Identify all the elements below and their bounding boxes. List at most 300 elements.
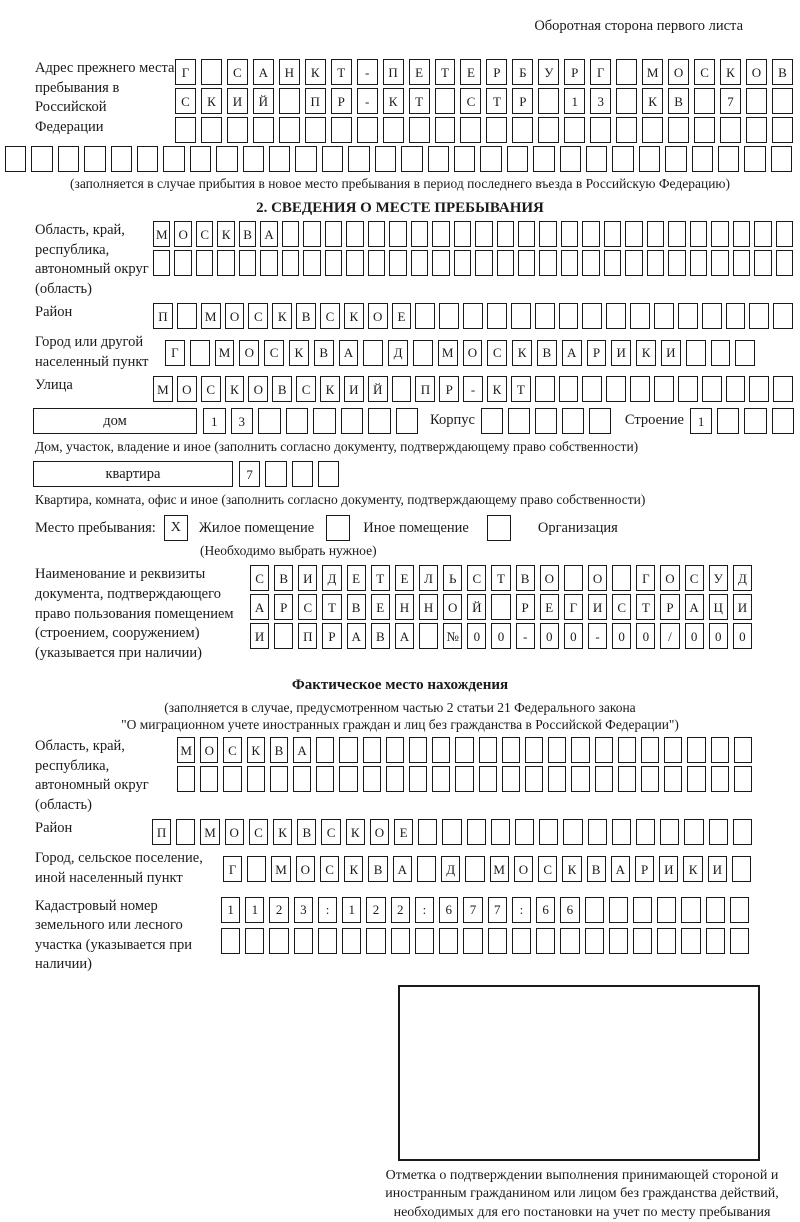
- char-box[interactable]: [571, 766, 589, 792]
- char-box[interactable]: К: [225, 376, 245, 402]
- char-box[interactable]: [253, 117, 274, 143]
- char-box[interactable]: [454, 146, 475, 172]
- char-box[interactable]: [548, 766, 566, 792]
- char-box[interactable]: [654, 303, 674, 329]
- char-box[interactable]: И: [659, 856, 678, 882]
- char-box[interactable]: [346, 221, 363, 247]
- char-box[interactable]: Р: [486, 59, 507, 85]
- char-box[interactable]: [711, 221, 728, 247]
- char-box[interactable]: [497, 221, 514, 247]
- char-box[interactable]: Г: [636, 565, 655, 591]
- char-box[interactable]: [665, 146, 686, 172]
- char-box[interactable]: [265, 461, 286, 487]
- char-box[interactable]: [217, 250, 234, 276]
- char-box[interactable]: И: [708, 856, 727, 882]
- char-box[interactable]: К: [289, 340, 309, 366]
- char-box[interactable]: [709, 819, 728, 845]
- char-box[interactable]: [604, 250, 621, 276]
- char-box[interactable]: 6: [439, 897, 458, 923]
- char-box[interactable]: [465, 856, 484, 882]
- char-box[interactable]: [409, 766, 427, 792]
- char-box[interactable]: К: [273, 819, 292, 845]
- char-box[interactable]: Л: [419, 565, 438, 591]
- char-box[interactable]: Т: [491, 565, 510, 591]
- checkbox-other-premises[interactable]: [326, 515, 350, 541]
- char-box[interactable]: [604, 221, 621, 247]
- char-box[interactable]: [525, 737, 543, 763]
- char-box[interactable]: С: [685, 565, 704, 591]
- char-box[interactable]: В: [371, 623, 390, 649]
- char-box[interactable]: В: [297, 819, 316, 845]
- char-box[interactable]: 2: [391, 897, 410, 923]
- char-box[interactable]: [772, 117, 793, 143]
- char-box[interactable]: [559, 303, 579, 329]
- char-box[interactable]: [647, 250, 664, 276]
- char-box[interactable]: И: [227, 88, 248, 114]
- char-box[interactable]: [533, 146, 554, 172]
- char-box[interactable]: 2: [269, 897, 288, 923]
- char-box[interactable]: В: [270, 737, 288, 763]
- char-box[interactable]: Г: [165, 340, 185, 366]
- char-box[interactable]: [295, 146, 316, 172]
- char-box[interactable]: [432, 766, 450, 792]
- char-box[interactable]: Д: [322, 565, 341, 591]
- char-box[interactable]: О: [248, 376, 268, 402]
- char-box[interactable]: [292, 461, 313, 487]
- char-box[interactable]: [342, 928, 361, 954]
- char-box[interactable]: А: [562, 340, 582, 366]
- char-box[interactable]: 7: [488, 897, 507, 923]
- char-box[interactable]: А: [611, 856, 630, 882]
- char-box[interactable]: В: [668, 88, 689, 114]
- char-box[interactable]: [560, 146, 581, 172]
- char-box[interactable]: [539, 250, 556, 276]
- char-box[interactable]: -: [463, 376, 483, 402]
- char-box[interactable]: [190, 146, 211, 172]
- char-box[interactable]: Ц: [709, 594, 728, 620]
- char-box[interactable]: Т: [409, 88, 430, 114]
- char-box[interactable]: Т: [435, 59, 456, 85]
- char-box[interactable]: [491, 819, 510, 845]
- char-box[interactable]: С: [175, 88, 196, 114]
- char-box[interactable]: [563, 819, 582, 845]
- char-box[interactable]: [491, 594, 510, 620]
- char-box[interactable]: [435, 88, 456, 114]
- char-box[interactable]: [641, 737, 659, 763]
- char-box[interactable]: В: [274, 565, 293, 591]
- char-box[interactable]: [773, 303, 793, 329]
- char-box[interactable]: А: [260, 221, 277, 247]
- char-box[interactable]: [746, 88, 767, 114]
- char-box[interactable]: [432, 221, 449, 247]
- char-box[interactable]: [639, 146, 660, 172]
- char-box[interactable]: У: [538, 59, 559, 85]
- char-box[interactable]: [687, 737, 705, 763]
- char-box[interactable]: [488, 928, 507, 954]
- char-box[interactable]: К: [344, 856, 363, 882]
- checkbox-organization[interactable]: [487, 515, 511, 541]
- char-box[interactable]: О: [463, 340, 483, 366]
- char-box[interactable]: Р: [516, 594, 535, 620]
- char-box[interactable]: В: [347, 594, 366, 620]
- char-box[interactable]: К: [383, 88, 404, 114]
- char-box[interactable]: О: [660, 565, 679, 591]
- char-box[interactable]: [726, 376, 746, 402]
- char-box[interactable]: [487, 303, 507, 329]
- char-box[interactable]: -: [588, 623, 607, 649]
- char-box[interactable]: [417, 856, 436, 882]
- char-box[interactable]: С: [196, 221, 213, 247]
- char-box[interactable]: [585, 928, 604, 954]
- char-box[interactable]: [711, 250, 728, 276]
- char-box[interactable]: [442, 819, 461, 845]
- char-box[interactable]: 0: [685, 623, 704, 649]
- char-box[interactable]: [366, 928, 385, 954]
- char-box[interactable]: Р: [587, 340, 607, 366]
- char-box[interactable]: М: [177, 737, 195, 763]
- char-box[interactable]: [678, 376, 698, 402]
- char-box[interactable]: 1: [564, 88, 585, 114]
- char-box[interactable]: [475, 250, 492, 276]
- char-box[interactable]: О: [225, 303, 245, 329]
- char-box[interactable]: Й: [253, 88, 274, 114]
- char-box[interactable]: [641, 766, 659, 792]
- char-box[interactable]: [642, 117, 663, 143]
- char-box[interactable]: О: [746, 59, 767, 85]
- char-box[interactable]: О: [177, 376, 197, 402]
- char-box[interactable]: 0: [709, 623, 728, 649]
- char-box[interactable]: [502, 766, 520, 792]
- char-box[interactable]: [363, 340, 383, 366]
- char-box[interactable]: В: [587, 856, 606, 882]
- char-box[interactable]: С: [467, 565, 486, 591]
- char-box[interactable]: К: [201, 88, 222, 114]
- char-box[interactable]: А: [685, 594, 704, 620]
- char-box[interactable]: 2: [366, 897, 385, 923]
- char-box[interactable]: [153, 250, 170, 276]
- char-box[interactable]: [475, 221, 492, 247]
- char-box[interactable]: [432, 250, 449, 276]
- char-box[interactable]: [595, 766, 613, 792]
- char-box[interactable]: А: [339, 340, 359, 366]
- char-box[interactable]: [325, 250, 342, 276]
- char-box[interactable]: [734, 737, 752, 763]
- char-box[interactable]: [391, 928, 410, 954]
- char-box[interactable]: [706, 897, 725, 923]
- char-box[interactable]: [463, 303, 483, 329]
- char-box[interactable]: [318, 461, 339, 487]
- char-box[interactable]: [322, 146, 343, 172]
- char-box[interactable]: [175, 117, 196, 143]
- char-box[interactable]: С: [296, 376, 316, 402]
- char-box[interactable]: Е: [371, 594, 390, 620]
- char-box[interactable]: В: [239, 221, 256, 247]
- char-box[interactable]: [694, 88, 715, 114]
- char-box[interactable]: 0: [612, 623, 631, 649]
- char-box[interactable]: М: [438, 340, 458, 366]
- char-box[interactable]: О: [370, 819, 389, 845]
- char-box[interactable]: [754, 250, 771, 276]
- char-box[interactable]: [363, 737, 381, 763]
- char-box[interactable]: [223, 766, 241, 792]
- char-box[interactable]: [293, 766, 311, 792]
- char-box[interactable]: Й: [368, 376, 388, 402]
- char-box[interactable]: К: [247, 737, 265, 763]
- char-box[interactable]: О: [540, 565, 559, 591]
- char-box[interactable]: [316, 737, 334, 763]
- char-box[interactable]: [746, 117, 767, 143]
- char-box[interactable]: [286, 408, 309, 434]
- char-box[interactable]: Г: [223, 856, 242, 882]
- char-box[interactable]: [562, 408, 584, 434]
- char-box[interactable]: [216, 146, 237, 172]
- char-box[interactable]: [454, 221, 471, 247]
- char-box[interactable]: С: [320, 856, 339, 882]
- char-box[interactable]: [730, 897, 749, 923]
- char-box[interactable]: К: [487, 376, 507, 402]
- char-box[interactable]: [690, 221, 707, 247]
- char-box[interactable]: [512, 117, 533, 143]
- char-box[interactable]: М: [201, 303, 221, 329]
- char-box[interactable]: М: [490, 856, 509, 882]
- char-box[interactable]: :: [512, 897, 531, 923]
- char-box[interactable]: И: [661, 340, 681, 366]
- char-box[interactable]: 0: [540, 623, 559, 649]
- char-box[interactable]: [386, 737, 404, 763]
- char-box[interactable]: П: [415, 376, 435, 402]
- char-box[interactable]: -: [357, 59, 378, 85]
- char-box[interactable]: [654, 376, 674, 402]
- char-box[interactable]: [518, 221, 535, 247]
- char-box[interactable]: [561, 221, 578, 247]
- char-box[interactable]: О: [239, 340, 259, 366]
- char-box[interactable]: [318, 928, 337, 954]
- char-box[interactable]: С: [201, 376, 221, 402]
- char-box[interactable]: [348, 146, 369, 172]
- char-box[interactable]: Д: [733, 565, 752, 591]
- char-box[interactable]: [392, 376, 412, 402]
- char-box[interactable]: И: [344, 376, 364, 402]
- char-box[interactable]: А: [250, 594, 269, 620]
- char-box[interactable]: [389, 250, 406, 276]
- char-box[interactable]: К: [217, 221, 234, 247]
- char-box[interactable]: [270, 766, 288, 792]
- char-box[interactable]: [618, 766, 636, 792]
- char-box[interactable]: К: [346, 819, 365, 845]
- char-box[interactable]: Р: [512, 88, 533, 114]
- char-box[interactable]: [726, 303, 746, 329]
- char-box[interactable]: О: [588, 565, 607, 591]
- char-box[interactable]: [535, 408, 557, 434]
- char-box[interactable]: [595, 737, 613, 763]
- char-box[interactable]: 7: [463, 897, 482, 923]
- char-box[interactable]: [692, 146, 713, 172]
- char-box[interactable]: [749, 303, 769, 329]
- char-box[interactable]: [409, 737, 427, 763]
- char-box[interactable]: 1: [203, 408, 226, 434]
- char-box[interactable]: [720, 117, 741, 143]
- char-box[interactable]: [479, 737, 497, 763]
- char-box[interactable]: [201, 59, 222, 85]
- char-box[interactable]: М: [153, 376, 173, 402]
- char-box[interactable]: [539, 819, 558, 845]
- char-box[interactable]: 7: [720, 88, 741, 114]
- char-box[interactable]: [668, 250, 685, 276]
- char-box[interactable]: А: [393, 856, 412, 882]
- char-box[interactable]: [694, 117, 715, 143]
- char-box[interactable]: [508, 408, 530, 434]
- char-box[interactable]: П: [298, 623, 317, 649]
- char-box[interactable]: [625, 221, 642, 247]
- char-box[interactable]: Н: [419, 594, 438, 620]
- char-box[interactable]: [559, 376, 579, 402]
- char-box[interactable]: П: [153, 303, 173, 329]
- char-box[interactable]: [368, 408, 391, 434]
- char-box[interactable]: С: [264, 340, 284, 366]
- char-box[interactable]: 3: [590, 88, 611, 114]
- char-box[interactable]: [571, 737, 589, 763]
- char-box[interactable]: [657, 928, 676, 954]
- char-box[interactable]: [454, 250, 471, 276]
- char-box[interactable]: [633, 928, 652, 954]
- char-box[interactable]: [684, 819, 703, 845]
- char-box[interactable]: [582, 303, 602, 329]
- char-box[interactable]: К: [683, 856, 702, 882]
- char-box[interactable]: [396, 408, 419, 434]
- char-box[interactable]: Р: [331, 88, 352, 114]
- char-box[interactable]: [734, 766, 752, 792]
- char-box[interactable]: [686, 340, 706, 366]
- char-box[interactable]: [341, 408, 364, 434]
- char-box[interactable]: [467, 819, 486, 845]
- char-box[interactable]: С: [612, 594, 631, 620]
- char-box[interactable]: Е: [540, 594, 559, 620]
- char-box[interactable]: [368, 221, 385, 247]
- char-box[interactable]: [439, 303, 459, 329]
- char-box[interactable]: [190, 340, 210, 366]
- char-box[interactable]: [668, 221, 685, 247]
- char-box[interactable]: О: [443, 594, 462, 620]
- char-box[interactable]: [260, 250, 277, 276]
- char-box[interactable]: [411, 221, 428, 247]
- char-box[interactable]: 1: [221, 897, 240, 923]
- char-box[interactable]: Д: [388, 340, 408, 366]
- char-box[interactable]: [111, 146, 132, 172]
- char-box[interactable]: [776, 250, 793, 276]
- char-box[interactable]: [5, 146, 26, 172]
- char-box[interactable]: [481, 408, 503, 434]
- char-box[interactable]: [612, 819, 631, 845]
- char-box[interactable]: [612, 146, 633, 172]
- char-box[interactable]: [363, 766, 381, 792]
- char-box[interactable]: [609, 897, 628, 923]
- char-box[interactable]: Т: [511, 376, 531, 402]
- char-box[interactable]: [512, 928, 531, 954]
- char-box[interactable]: О: [200, 737, 218, 763]
- char-box[interactable]: [176, 819, 195, 845]
- char-box[interactable]: [200, 766, 218, 792]
- char-box[interactable]: А: [347, 623, 366, 649]
- char-box[interactable]: /: [660, 623, 679, 649]
- char-box[interactable]: П: [305, 88, 326, 114]
- char-box[interactable]: [681, 928, 700, 954]
- char-box[interactable]: К: [272, 303, 292, 329]
- char-box[interactable]: М: [200, 819, 219, 845]
- char-box[interactable]: [411, 250, 428, 276]
- char-box[interactable]: [771, 146, 792, 172]
- char-box[interactable]: 3: [231, 408, 254, 434]
- char-box[interactable]: Р: [322, 623, 341, 649]
- char-box[interactable]: [463, 928, 482, 954]
- char-box[interactable]: [582, 376, 602, 402]
- char-box[interactable]: [196, 250, 213, 276]
- char-box[interactable]: О: [368, 303, 388, 329]
- char-box[interactable]: Т: [486, 88, 507, 114]
- char-box[interactable]: [590, 117, 611, 143]
- char-box[interactable]: М: [215, 340, 235, 366]
- char-box[interactable]: 0: [636, 623, 655, 649]
- char-box[interactable]: [415, 303, 435, 329]
- char-box[interactable]: С: [694, 59, 715, 85]
- char-box[interactable]: В: [772, 59, 793, 85]
- char-box[interactable]: О: [225, 819, 244, 845]
- char-box[interactable]: [664, 737, 682, 763]
- char-box[interactable]: -: [357, 88, 378, 114]
- char-box[interactable]: [711, 737, 729, 763]
- char-box[interactable]: [243, 146, 264, 172]
- char-box[interactable]: [305, 117, 326, 143]
- char-box[interactable]: [480, 146, 501, 172]
- char-box[interactable]: М: [271, 856, 290, 882]
- char-box[interactable]: [346, 250, 363, 276]
- char-box[interactable]: [375, 146, 396, 172]
- char-box[interactable]: [702, 376, 722, 402]
- char-box[interactable]: [479, 766, 497, 792]
- char-box[interactable]: [588, 819, 607, 845]
- char-box[interactable]: 0: [564, 623, 583, 649]
- char-box[interactable]: [84, 146, 105, 172]
- char-box[interactable]: О: [668, 59, 689, 85]
- char-box[interactable]: К: [320, 376, 340, 402]
- char-box[interactable]: [582, 221, 599, 247]
- char-box[interactable]: [538, 117, 559, 143]
- char-box[interactable]: [435, 117, 456, 143]
- char-box[interactable]: 7: [239, 461, 260, 487]
- char-box[interactable]: Т: [636, 594, 655, 620]
- char-box[interactable]: 0: [733, 623, 752, 649]
- char-box[interactable]: И: [298, 565, 317, 591]
- char-box[interactable]: Б: [512, 59, 533, 85]
- char-box[interactable]: [772, 408, 794, 434]
- char-box[interactable]: Е: [409, 59, 430, 85]
- char-box[interactable]: [383, 117, 404, 143]
- char-box[interactable]: :: [318, 897, 337, 923]
- char-box[interactable]: [690, 250, 707, 276]
- char-box[interactable]: [548, 737, 566, 763]
- checkbox-residential[interactable]: X: [164, 515, 188, 541]
- char-box[interactable]: [31, 146, 52, 172]
- char-box[interactable]: [401, 146, 422, 172]
- char-box[interactable]: №: [443, 623, 462, 649]
- char-box[interactable]: [733, 221, 750, 247]
- char-box[interactable]: [455, 766, 473, 792]
- char-box[interactable]: [733, 250, 750, 276]
- char-box[interactable]: [539, 221, 556, 247]
- char-box[interactable]: [538, 88, 559, 114]
- char-box[interactable]: С: [298, 594, 317, 620]
- char-box[interactable]: [313, 408, 336, 434]
- char-box[interactable]: В: [537, 340, 557, 366]
